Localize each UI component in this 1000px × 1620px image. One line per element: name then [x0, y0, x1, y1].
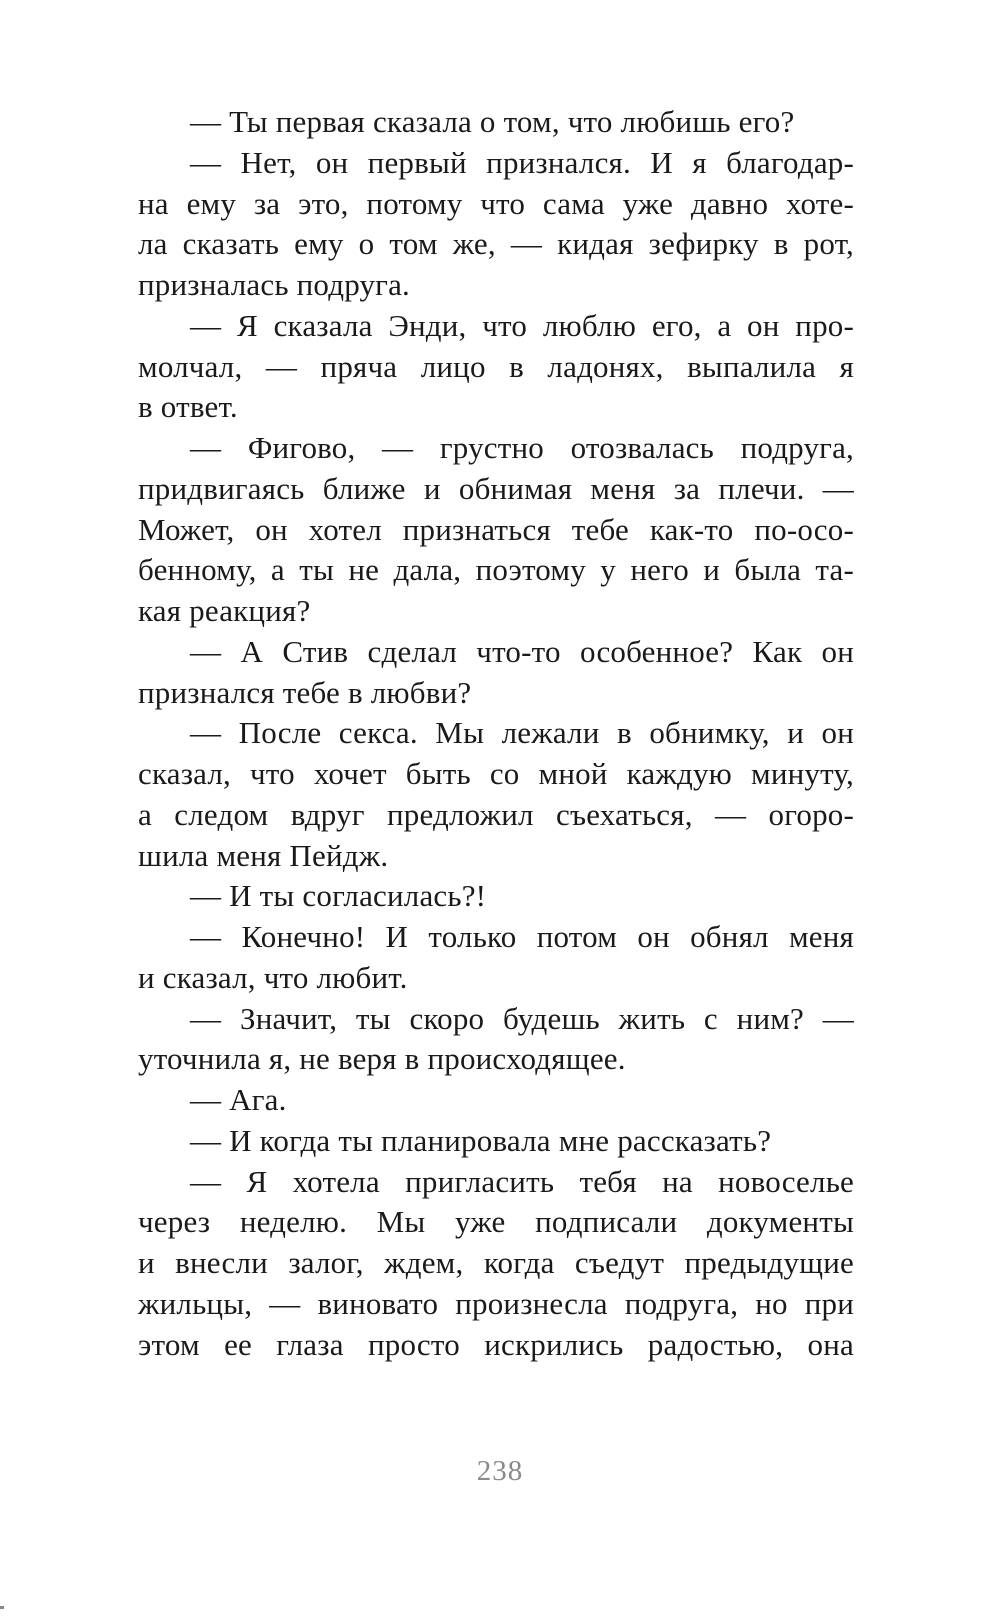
text-line: этом ее глаза просто искрились радостью, она [138, 1326, 854, 1362]
text-line: жильцы, — виновато произнесла подруга, но при [138, 1285, 854, 1321]
text-line: — Ты первая сказала о том, что любишь его? [190, 104, 795, 139]
text-line: — Я хотела пригласить тебя на новоселье [190, 1163, 854, 1199]
text-line: — Фигово, — грустно отозвалась подруга, [190, 430, 854, 465]
text-line: — А Стив сделал что-то особенное? Как он [190, 633, 854, 669]
page-text [138, 102, 854, 1365]
text-line: призналась подруга. [138, 267, 411, 302]
text-line: — И ты согласилась?! [190, 878, 487, 914]
text-line: бенному, а ты не дала, поэтому у него и была та- [138, 552, 854, 588]
text-line: шила меня Пейдж. [138, 837, 389, 873]
text-line: ла сказать ему о том же, — кидая зефирку в рот, [138, 226, 854, 262]
text-line: — И когда ты планировала мне рассказать? [190, 1122, 772, 1158]
text-line: в ответ. [138, 389, 238, 425]
text-line: и внесли залог, ждем, когда съедут предыдущие [138, 1245, 854, 1280]
text-line: сказал, что хочет быть со мной каждую минуту, [138, 756, 854, 791]
text-line: — Значит, ты скоро будешь жить с ним? — [190, 1000, 854, 1036]
text-line: — Ага. [190, 1082, 287, 1117]
text-line: признался тебе в любви? [138, 674, 472, 710]
text-line: — После секса. Мы лежали в обнимку, и он [190, 715, 854, 751]
text-line: уточнила я, не веря в происходящее. [138, 1041, 626, 1077]
text-line: — Конечно! И только потом он обнял меня [190, 919, 854, 954]
text-line: кая реакция? [138, 593, 311, 628]
text-line: на ему за это, потому что сама уже давно хоте- [138, 185, 854, 221]
page-number: 238 [476, 1455, 524, 1487]
text-line: — Я сказала Энди, что люблю его, а он про- [190, 307, 854, 343]
text-line: придвигаясь ближе и обнимая меня за плечи. — [138, 470, 854, 506]
text-line: и сказал, что любит. [138, 959, 408, 995]
text-line: Может, он хотел признаться тебе как-то по-осо- [138, 511, 854, 547]
text-line: через неделю. Мы уже подписали документы [138, 1204, 854, 1240]
text-line: — Нет, он первый признался. И я благодар- [190, 144, 854, 180]
text-line: а следом вдруг предложил съехаться, — огоро- [138, 796, 854, 832]
text-line: молчал, — пряча лицо в ладонях, выпалила я [138, 348, 854, 384]
scan-edge-mark [0, 1606, 4, 1609]
